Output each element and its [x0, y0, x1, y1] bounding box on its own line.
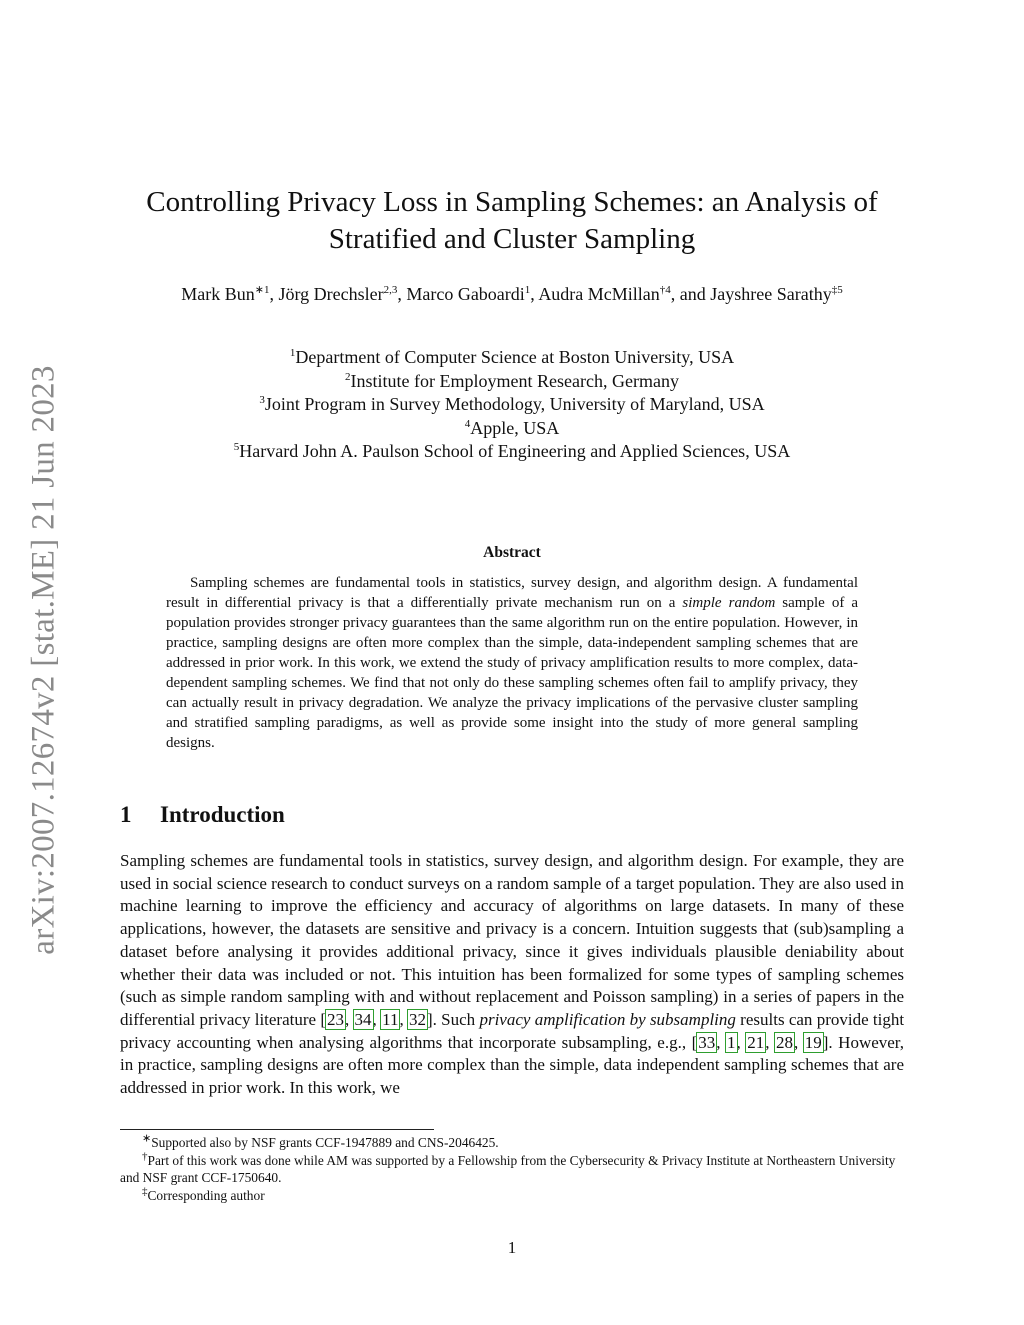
footnote-mark: ∗: [142, 1132, 152, 1145]
introduction-paragraph: Sampling schemes are fundamental tools in statistics, survey design, and algorithm design. For example, they are used in social science research to conduct surveys on a random sample of a target population. They are also used in machine learning to improve the efficiency and accuracy of algorithms on large datasets. In many of these applications, however, the datasets are sensitive and privacy is a concern. Intuition suggests that (sub)sampling a dataset before analysing it provides additional privacy, since it gives individuals plausible deniability about whether their data was included or not. This intuition has been formalized for some types of sampling schemes (such as simple random sampling with and without replacement and Poisson sampling) in a series of papers in the differential privacy literature [23, 34, 11, 32]. Such privacy amplification by subsampling results can provide tight privacy accounting when analysing algorithms that incorporate subsampling, e.g., [33, 1, 21, 28, 19]. However, in practice, sampling designs are often more complex than the simple, data independent sampling schemes that are addressed in prior work. In this work, we: [120, 851, 905, 1098]
affiliation-text: Department of Computer Science at Boston University, USA: [295, 347, 735, 367]
citation-link[interactable]: 28: [776, 1032, 793, 1052]
author-list: [110, 282, 914, 306]
title-line-1: Controlling Privacy Loss in Sampling Schemes: an Analysis of: [146, 186, 878, 218]
affiliation-number: 3: [259, 394, 265, 406]
author-separator: ,: [269, 284, 279, 304]
title-line-2: Stratified and Cluster Sampling: [328, 223, 696, 255]
citation-link[interactable]: 32: [408, 1009, 426, 1029]
footnote-divider: [120, 1129, 434, 1130]
arxiv-identifier-stamp: arXiv:2007.12674v2 [stat.ME] 21 Jun 2023: [25, 365, 62, 955]
affiliation: [110, 393, 914, 417]
citation-link[interactable]: 33: [698, 1032, 716, 1052]
footnote-text: Supported also by NSF grants CCF-1947889 and CNS-2046425.: [151, 1135, 499, 1150]
intro-text: . However, in practice, sampling designs are often more complex than the simple, data independent sampling schemes that are addressed in prior work. In this work, we: [120, 1032, 905, 1098]
affiliation-text: Joint Program in Survey Methodology, University of Maryland, USA: [264, 394, 765, 414]
page-number: 1: [507, 1238, 517, 1257]
author-name: Jörg Drechsler: [278, 284, 384, 304]
abstract-text: Sampling schemes are fundamental tools in statistics, survey design, and algorithm design. A fundamental result in differential privacy is that a differentially private mechanism run on a: [166, 575, 858, 611]
affiliation-number: 4: [464, 417, 471, 430]
paper-title: [110, 184, 914, 258]
section-number: 1: [120, 802, 132, 827]
footnotes: [120, 1134, 910, 1204]
section-heading: [120, 802, 285, 828]
affiliation-list: [110, 346, 914, 464]
footnote: [120, 1187, 910, 1205]
footnote-text: Corresponding author: [147, 1187, 265, 1203]
author-name: Mark Bun: [181, 284, 255, 304]
affiliation: [110, 440, 914, 464]
citation-link[interactable]: 21: [747, 1032, 765, 1052]
citation-link[interactable]: 23: [327, 1009, 345, 1029]
citation-link[interactable]: 11: [382, 1009, 399, 1029]
author-separator: ,: [530, 284, 539, 304]
affiliation-text: Apple, USA: [470, 417, 560, 438]
abstract-emphasis: simple random: [682, 595, 776, 611]
affiliation: [110, 346, 914, 370]
footnote-text: Part of this work was done while AM was supported by a Fellowship from the Cybersecurity & Privacy Institute at Northeastern University and NSF grant CCF-1750640.: [120, 1152, 896, 1185]
abstract-body: [166, 573, 858, 753]
author-marks: 2,3: [383, 284, 398, 296]
section-title: Introduction: [160, 802, 285, 827]
author-separator: ,: [397, 284, 407, 304]
author-separator: , and: [670, 284, 711, 304]
citation-link[interactable]: 34: [354, 1009, 372, 1029]
intro-text: results can provide tight privacy accounting when analysing algorithms that incorporate subsampling, e.g.,: [120, 1009, 905, 1052]
footnote-mark: †: [142, 1150, 148, 1163]
footnote: [120, 1152, 910, 1187]
affiliation-number: 2: [345, 370, 351, 383]
citation-link[interactable]: 19: [804, 1032, 822, 1052]
author-marks: ∗1: [254, 284, 270, 296]
author-name: Marco Gaboardi: [406, 284, 525, 304]
author-name: Jayshree Sarathy: [710, 284, 832, 304]
author-name: Audra McMillan: [538, 284, 660, 304]
author-marks: 1: [524, 284, 531, 296]
affiliation: [110, 370, 914, 394]
affiliation-text: Harvard John A. Paulson School of Engineering and Applied Sciences, USA: [239, 441, 791, 461]
affiliation-number: 5: [233, 441, 240, 453]
footnote-mark: ‡: [142, 1185, 148, 1198]
intro-text: . Such: [432, 1009, 480, 1029]
footnote: [120, 1134, 910, 1152]
intro-emphasis: privacy amplification by subsampling: [479, 1009, 736, 1029]
intro-text: Sampling schemes are fundamental tools in statistics, survey design, and algorithm design. For example, they are used in social science research to conduct surveys on a random sample of a target population. They are also used in machine learning to improve the efficiency and accuracy of algorithms on large datasets. In many of these applications, however, the datasets are sensitive and privacy is a concern. Intuition suggests that (sub)sampling a dataset before analysing it provides additional privacy, since it gives individuals plausible deniability about whether their data was included or not. This intuition has been formalized for some types of sampling schemes (such as simple random sampling with and without replacement and Poisson sampling) in a series of papers in the differential privacy literature: [120, 851, 904, 1029]
author-marks: ‡5: [831, 284, 843, 296]
citation-link[interactable]: 1: [727, 1032, 736, 1052]
affiliation-number: 1: [289, 347, 296, 359]
abstract-heading: Abstract: [483, 544, 541, 561]
affiliation: [110, 417, 914, 441]
author-marks: †4: [659, 284, 671, 296]
abstract-text: sample of a population provides stronger privacy guarantees than the same algorithm run on the entire population. However, in practice, sampling designs are often more complex than the simple, data-independent sampling schemes that are addressed in prior work. In this work, we extend the study of privacy amplification results to more complex, data-dependent sampling schemes. We find that not only do these sampling schemes often fail to amplify privacy, they can actually result in privacy degradation. We analyze the privacy implications of the pervasive cluster sampling and stratified sampling paradigms, as well as provide some insight into the study of more general sampling designs.: [166, 595, 858, 751]
affiliation-text: Institute for Employment Research, Germany: [350, 370, 679, 391]
